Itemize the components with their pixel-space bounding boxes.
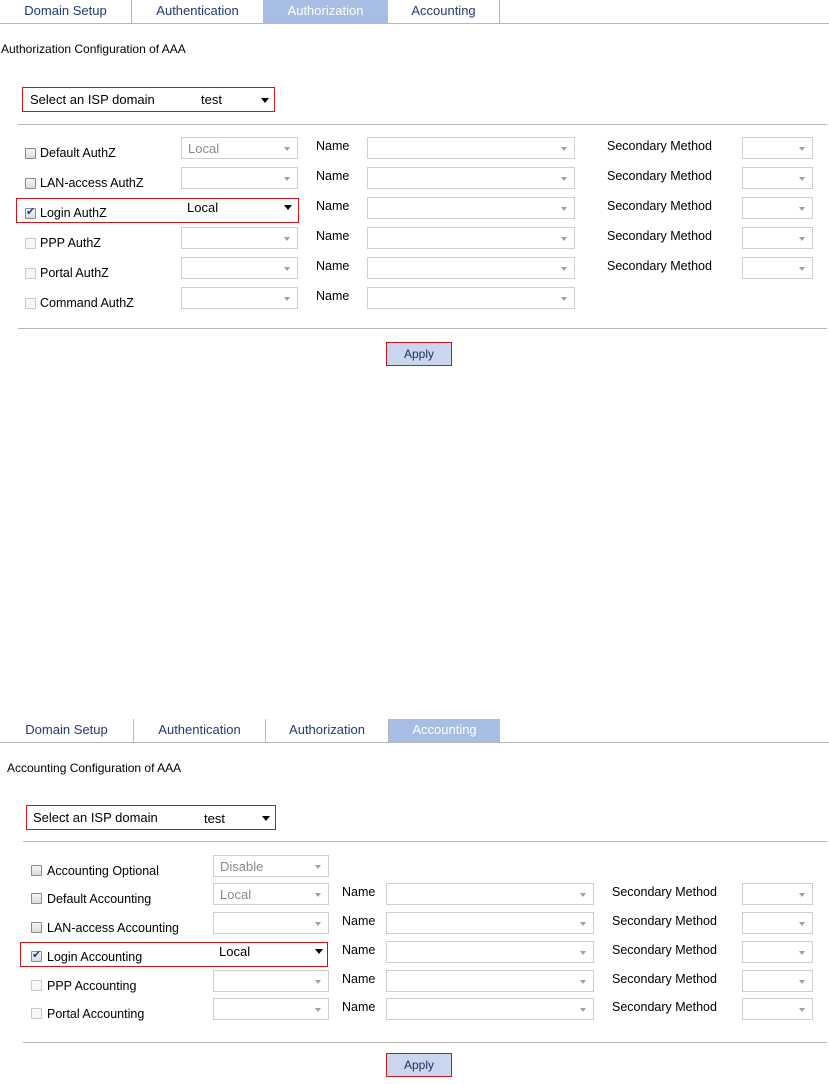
- chevron-down-icon: [799, 893, 805, 897]
- command-authz-checkbox[interactable]: [25, 298, 36, 309]
- chevron-down-icon: [284, 297, 290, 301]
- name-label: Name: [342, 943, 376, 957]
- command-authz-name-select[interactable]: [367, 287, 575, 309]
- login-accounting-label: Login Accounting: [47, 950, 143, 964]
- chevron-down-icon: [580, 1008, 586, 1012]
- secondary-method-label: Secondary Method: [607, 169, 712, 183]
- secondary-method-label: Secondary Method: [612, 943, 717, 957]
- chevron-down-icon: [284, 177, 290, 181]
- accounting-optional-method-value: Disable: [220, 859, 264, 874]
- name-label: Name: [342, 914, 376, 928]
- tab-accounting[interactable]: Accounting: [388, 0, 500, 23]
- apply-button[interactable]: Apply: [386, 1053, 452, 1077]
- tab-authorization[interactable]: Authorization: [263, 0, 388, 23]
- login-accounting-secondary-select[interactable]: [742, 941, 813, 963]
- chevron-down-icon: [799, 922, 805, 926]
- portal-authz-secondary-select[interactable]: [742, 257, 813, 279]
- chevron-down-icon: [284, 267, 290, 271]
- chevron-down-icon: [799, 147, 805, 151]
- tab-domain-setup[interactable]: Domain Setup: [0, 719, 134, 742]
- row-accounting-optional: [0, 860, 829, 882]
- chevron-down-icon: [315, 922, 321, 926]
- lan-access-accounting-method-select[interactable]: [213, 912, 329, 934]
- lan-access-authz-method-select[interactable]: [181, 167, 298, 189]
- tab-underline: [0, 23, 829, 24]
- portal-authz-label: Portal AuthZ: [40, 266, 109, 280]
- login-authz-highlight: [16, 198, 299, 223]
- row-command-authz: [0, 289, 829, 314]
- chevron-down-icon: [561, 177, 567, 181]
- bottom-separator: [23, 1042, 827, 1043]
- default-authz-name-select[interactable]: [367, 137, 575, 159]
- name-label: Name: [316, 289, 350, 303]
- accounting-panel: [0, 719, 829, 1084]
- login-authz-method-value: Local: [187, 200, 219, 215]
- isp-domain-value: test: [201, 92, 222, 107]
- ppp-accounting-secondary-select[interactable]: [742, 970, 813, 992]
- portal-accounting-name-select[interactable]: [386, 998, 594, 1020]
- login-accounting-highlight: [20, 942, 328, 967]
- isp-domain-value: test: [204, 811, 225, 826]
- chevron-down-icon: [561, 267, 567, 271]
- login-accounting-method-value: Local: [219, 944, 251, 959]
- tab-domain-setup[interactable]: Domain Setup: [0, 0, 132, 23]
- chevron-down-icon: [284, 147, 290, 151]
- authorization-panel: [0, 0, 829, 380]
- chevron-down-icon: [580, 893, 586, 897]
- check-icon: ✔: [32, 949, 42, 961]
- chevron-down-icon: [799, 207, 805, 211]
- row-portal-authz: [0, 259, 829, 284]
- default-accounting-method-value: Local: [220, 887, 252, 902]
- default-authz-method-select[interactable]: [181, 137, 298, 159]
- check-icon: ✔: [26, 206, 36, 218]
- name-label: Name: [342, 972, 376, 986]
- lan-access-accounting-checkbox[interactable]: [31, 922, 42, 933]
- ppp-authz-secondary-select[interactable]: [742, 227, 813, 249]
- secondary-method-label: Secondary Method: [607, 199, 712, 213]
- tab-authentication[interactable]: Authentication: [132, 0, 264, 23]
- portal-accounting-method-select[interactable]: [213, 998, 329, 1020]
- name-label: Name: [316, 169, 350, 183]
- chevron-down-icon: [799, 267, 805, 271]
- tab-underline: [0, 742, 829, 743]
- lan-access-authz-label: LAN-access AuthZ: [40, 176, 144, 190]
- login-authz-name-select[interactable]: [367, 197, 575, 219]
- tab-bar: [0, 0, 499, 24]
- command-authz-label: Command AuthZ: [40, 296, 134, 310]
- chevron-down-icon: [561, 297, 567, 301]
- portal-authz-method-select[interactable]: [181, 257, 298, 279]
- login-accounting-name-select[interactable]: [386, 941, 594, 963]
- chevron-down-icon: [580, 951, 586, 955]
- portal-authz-checkbox[interactable]: [25, 268, 36, 279]
- top-separator: [23, 841, 827, 842]
- secondary-method-label: Secondary Method: [607, 259, 712, 273]
- ppp-accounting-name-select[interactable]: [386, 970, 594, 992]
- ppp-accounting-method-select[interactable]: [213, 970, 329, 992]
- chevron-down-icon: [315, 1008, 321, 1012]
- name-label: Name: [316, 229, 350, 243]
- chevron-down-icon: [799, 1008, 805, 1012]
- bottom-separator: [18, 328, 827, 329]
- portal-accounting-label: Portal Accounting: [47, 1007, 145, 1021]
- lan-access-authz-name-select[interactable]: [367, 167, 575, 189]
- secondary-method-label: Secondary Method: [607, 229, 712, 243]
- top-separator: [18, 124, 827, 125]
- chevron-down-icon: [261, 98, 269, 103]
- chevron-down-icon: [561, 207, 567, 211]
- name-label: Name: [342, 1000, 376, 1014]
- chevron-down-icon: [580, 980, 586, 984]
- accounting-optional-method-select[interactable]: [213, 855, 329, 877]
- secondary-method-label: Secondary Method: [612, 914, 717, 928]
- default-accounting-label: Default Accounting: [47, 892, 152, 906]
- chevron-down-icon: [799, 980, 805, 984]
- default-authz-method-value: Local: [188, 141, 220, 156]
- accounting-optional-label: Accounting Optional: [47, 864, 159, 878]
- default-accounting-secondary-select[interactable]: [742, 883, 813, 905]
- tab-authentication[interactable]: Authentication: [134, 719, 266, 742]
- row-lan-access-accounting: [0, 914, 829, 939]
- apply-button[interactable]: Apply: [386, 342, 452, 366]
- name-label: Name: [342, 885, 376, 899]
- tab-accounting[interactable]: Accounting: [389, 719, 500, 742]
- chevron-down-icon: [262, 816, 270, 821]
- portal-accounting-secondary-select[interactable]: [742, 998, 813, 1020]
- chevron-down-icon: [799, 177, 805, 181]
- row-default-accounting: [0, 885, 829, 910]
- lan-access-accounting-secondary-select[interactable]: [742, 912, 813, 934]
- chevron-down-icon: [799, 237, 805, 241]
- name-label: Name: [316, 139, 350, 153]
- default-accounting-name-select[interactable]: [386, 883, 594, 905]
- name-label: Name: [316, 199, 350, 213]
- chevron-down-icon: [580, 922, 586, 926]
- secondary-method-label: Secondary Method: [612, 885, 717, 899]
- lan-access-authz-secondary-select[interactable]: [742, 167, 813, 189]
- isp-domain-select[interactable]: [195, 88, 273, 110]
- ppp-accounting-label: PPP Accounting: [47, 979, 137, 993]
- tab-bar: [0, 719, 500, 743]
- ppp-authz-method-select[interactable]: [181, 227, 298, 249]
- ppp-authz-name-select[interactable]: [367, 227, 575, 249]
- secondary-method-label: Secondary Method: [612, 1000, 717, 1014]
- portal-authz-name-select[interactable]: [367, 257, 575, 279]
- chevron-down-icon: [284, 237, 290, 241]
- chevron-down-icon: [561, 147, 567, 151]
- ppp-authz-checkbox[interactable]: [25, 238, 36, 249]
- chevron-down-icon: [315, 893, 321, 897]
- ppp-authz-label: PPP AuthZ: [40, 236, 101, 250]
- ppp-accounting-checkbox[interactable]: [31, 980, 42, 991]
- isp-domain-label: Select an ISP domain: [33, 810, 158, 825]
- chevron-down-icon: [315, 865, 321, 869]
- chevron-down-icon: [561, 237, 567, 241]
- lan-access-accounting-label: LAN-access Accounting: [47, 921, 180, 935]
- command-authz-method-select[interactable]: [181, 287, 298, 309]
- name-label: Name: [316, 259, 350, 273]
- row-portal-accounting: [0, 1000, 829, 1025]
- lan-access-authz-checkbox[interactable]: [25, 178, 36, 189]
- row-ppp-accounting: [0, 972, 829, 997]
- page-title: Authorization Configuration of AAA: [1, 42, 186, 56]
- default-authz-secondary-select[interactable]: [742, 137, 813, 159]
- chevron-down-icon: [799, 951, 805, 955]
- default-accounting-method-select[interactable]: [213, 883, 329, 905]
- portal-accounting-checkbox[interactable]: [31, 1008, 42, 1019]
- default-authz-checkbox[interactable]: [25, 148, 36, 159]
- isp-domain-select[interactable]: [198, 806, 274, 828]
- isp-domain-label: Select an ISP domain: [30, 92, 155, 107]
- secondary-method-label: Secondary Method: [612, 972, 717, 986]
- row-default-authz: [0, 139, 829, 164]
- login-authz-label: Login AuthZ: [40, 206, 107, 220]
- default-authz-label: Default AuthZ: [40, 146, 116, 160]
- tab-authorization[interactable]: Authorization: [266, 719, 389, 742]
- login-authz-secondary-select[interactable]: [742, 197, 813, 219]
- lan-access-accounting-name-select[interactable]: [386, 912, 594, 934]
- secondary-method-label: Secondary Method: [607, 139, 712, 153]
- chevron-down-icon: [315, 980, 321, 984]
- page-title: Accounting Configuration of AAA: [7, 761, 182, 775]
- row-lan-access-authz: [0, 169, 829, 194]
- row-ppp-authz: [0, 229, 829, 254]
- accounting-optional-checkbox[interactable]: [31, 865, 42, 876]
- default-accounting-checkbox[interactable]: [31, 893, 42, 904]
